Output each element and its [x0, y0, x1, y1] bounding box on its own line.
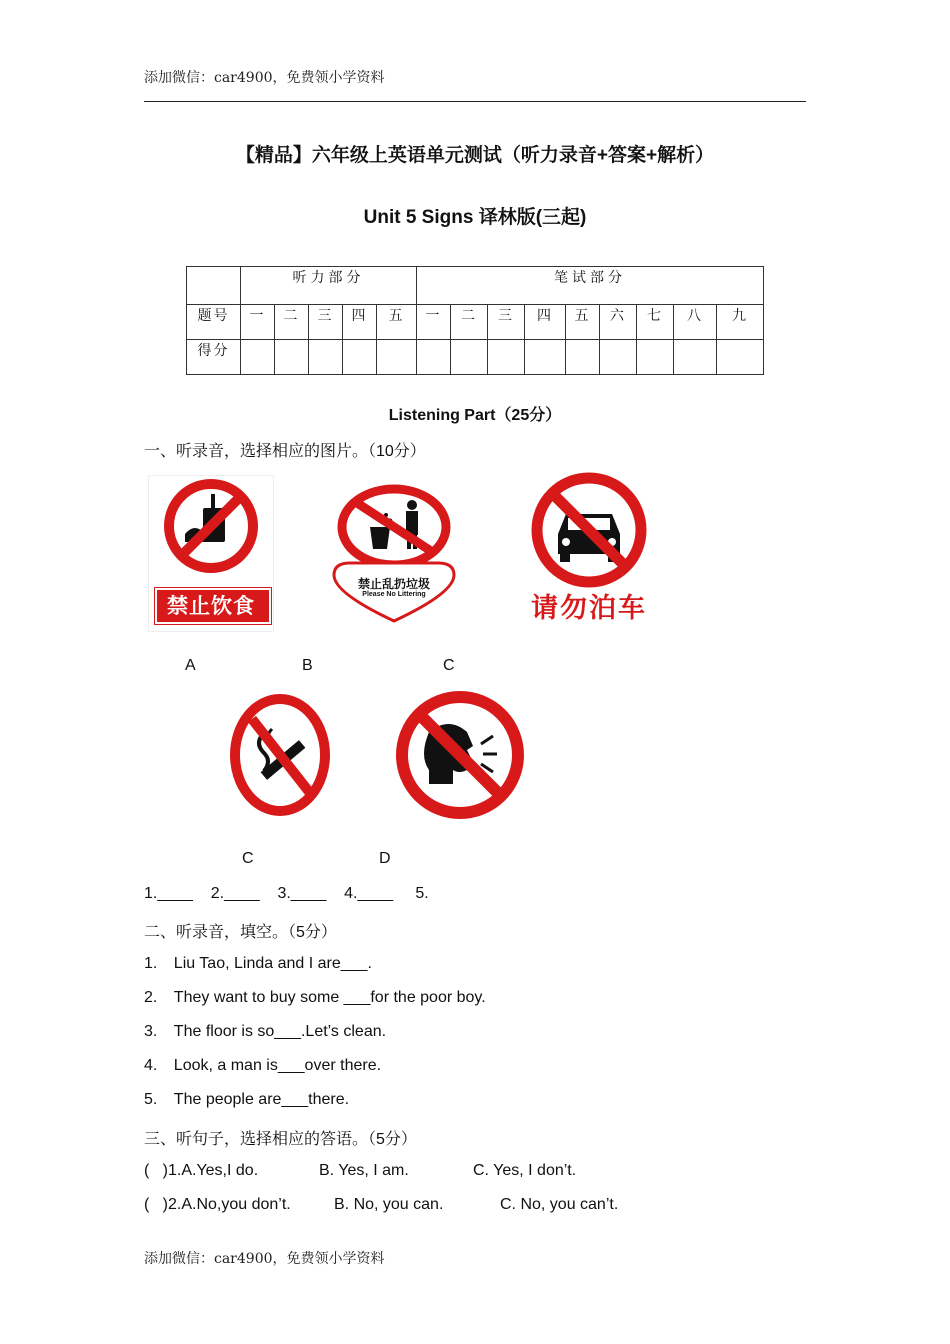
- score-cell[interactable]: [566, 340, 600, 375]
- sign-label-a: A: [185, 657, 196, 674]
- listening-number: 二: [275, 305, 309, 340]
- sign-no-parking: [508, 472, 670, 632]
- sign-label-b: B: [302, 657, 313, 674]
- item-number: 2.: [144, 989, 158, 1006]
- section3-option-b[interactable]: B. No, you can.: [334, 1196, 444, 1213]
- row-score-label: 得分: [187, 340, 241, 375]
- sign-label-c: C: [443, 657, 455, 674]
- written-number: 三: [488, 305, 525, 340]
- no-littering-caption: 禁止乱扔垃圾: [357, 577, 430, 591]
- item-number: 4.: [144, 1057, 158, 1074]
- header-note: 添加微信：car4900，免费领小学资料: [144, 70, 385, 86]
- section-written-header: 笔试部分: [417, 267, 764, 305]
- row-number-label: 题号: [187, 305, 241, 340]
- no-shouting-icon: [393, 688, 527, 822]
- score-cell[interactable]: [525, 340, 566, 375]
- listening-number: 三: [309, 305, 343, 340]
- score-cell[interactable]: [417, 340, 451, 375]
- score-cell[interactable]: [717, 340, 764, 375]
- no-parking-caption: 请勿泊车: [531, 593, 647, 624]
- score-cell[interactable]: [343, 340, 377, 375]
- page-title: 【精品】六年级上英语单元测试（听力录音+答案+解析）: [235, 145, 715, 166]
- page-subtitle: Unit 5 Signs 译林版(三起): [363, 207, 587, 228]
- section-listening-header: 听力部分: [241, 267, 417, 305]
- section1-answers[interactable]: 1.____ 2.____ 3.____ 4.____ 5.: [144, 885, 429, 902]
- no-eating-caption: 禁止饮食: [167, 594, 255, 618]
- part-heading: Listening Part（25分）: [388, 407, 562, 424]
- section2-heading: 二、听录音，填空。（5分）: [144, 924, 337, 941]
- item-text: The people are___there.: [173, 1091, 350, 1108]
- written-number: 七: [637, 305, 674, 340]
- sign-label-d: D: [379, 850, 391, 867]
- written-number: 四: [525, 305, 566, 340]
- score-cell[interactable]: [637, 340, 674, 375]
- written-number: 五: [566, 305, 600, 340]
- section3-question: ( )1.A.Yes,I do.: [144, 1162, 259, 1179]
- written-number: 九: [717, 305, 764, 340]
- score-cell[interactable]: [275, 340, 309, 375]
- item-text: The floor is so___.Let’s clean.: [173, 1023, 387, 1040]
- section2-item: [144, 1057, 381, 1075]
- section3-heading: 三、听句子，选择相应的答语。（5分）: [144, 1131, 417, 1148]
- sign-label-c2: C: [242, 850, 254, 867]
- item-number: 1.: [144, 955, 158, 972]
- score-cell[interactable]: [600, 340, 637, 375]
- score-cell[interactable]: [451, 340, 488, 375]
- score-cell[interactable]: [309, 340, 343, 375]
- no-eating-icon: [149, 476, 273, 596]
- section2-item: [144, 989, 486, 1007]
- no-littering-icon: [314, 475, 474, 630]
- section3-option-c[interactable]: C. No, you can’t.: [500, 1196, 619, 1213]
- section2-item: [144, 1091, 349, 1109]
- item-text: Liu Tao, Linda and I are___.: [173, 955, 372, 972]
- section3-option-c[interactable]: C. Yes, I don’t.: [473, 1162, 577, 1179]
- written-number: 二: [451, 305, 488, 340]
- score-table-corner: [187, 267, 241, 305]
- no-smoking-icon: [228, 693, 332, 818]
- sign-no-smoking: [228, 693, 332, 818]
- section2-item: [144, 955, 372, 973]
- section3-option-b[interactable]: B. Yes, I am.: [319, 1162, 409, 1179]
- no-littering-caption-en: Please No Littering: [362, 591, 426, 598]
- score-cell[interactable]: [241, 340, 275, 375]
- written-number: 六: [600, 305, 637, 340]
- sign-no-eating: [148, 475, 274, 632]
- score-cell[interactable]: [488, 340, 525, 375]
- item-text: Look, a man is___over there.: [173, 1057, 382, 1074]
- score-table: [186, 266, 764, 375]
- sign-no-littering: [314, 475, 474, 630]
- sign-no-shouting: [393, 688, 527, 822]
- listening-number: 四: [343, 305, 377, 340]
- section1-heading: 一、听录音，选择相应的图片。（10分）: [144, 443, 426, 460]
- score-cell[interactable]: [674, 340, 717, 375]
- score-cell[interactable]: [377, 340, 417, 375]
- section3-question: ( )2.A.No,you don’t.: [144, 1196, 291, 1213]
- listening-number: 一: [241, 305, 275, 340]
- listening-number: 五: [377, 305, 417, 340]
- header-rule: [144, 101, 806, 102]
- item-number: 3.: [144, 1023, 158, 1040]
- written-number: 八: [674, 305, 717, 340]
- written-number: 一: [417, 305, 451, 340]
- footer-note: 添加微信：car4900，免费领小学资料: [144, 1251, 385, 1267]
- item-text: They want to buy some ___for the poor boy.: [173, 989, 486, 1006]
- item-number: 5.: [144, 1091, 158, 1108]
- section2-item: [144, 1023, 386, 1041]
- no-parking-icon: [508, 472, 670, 590]
